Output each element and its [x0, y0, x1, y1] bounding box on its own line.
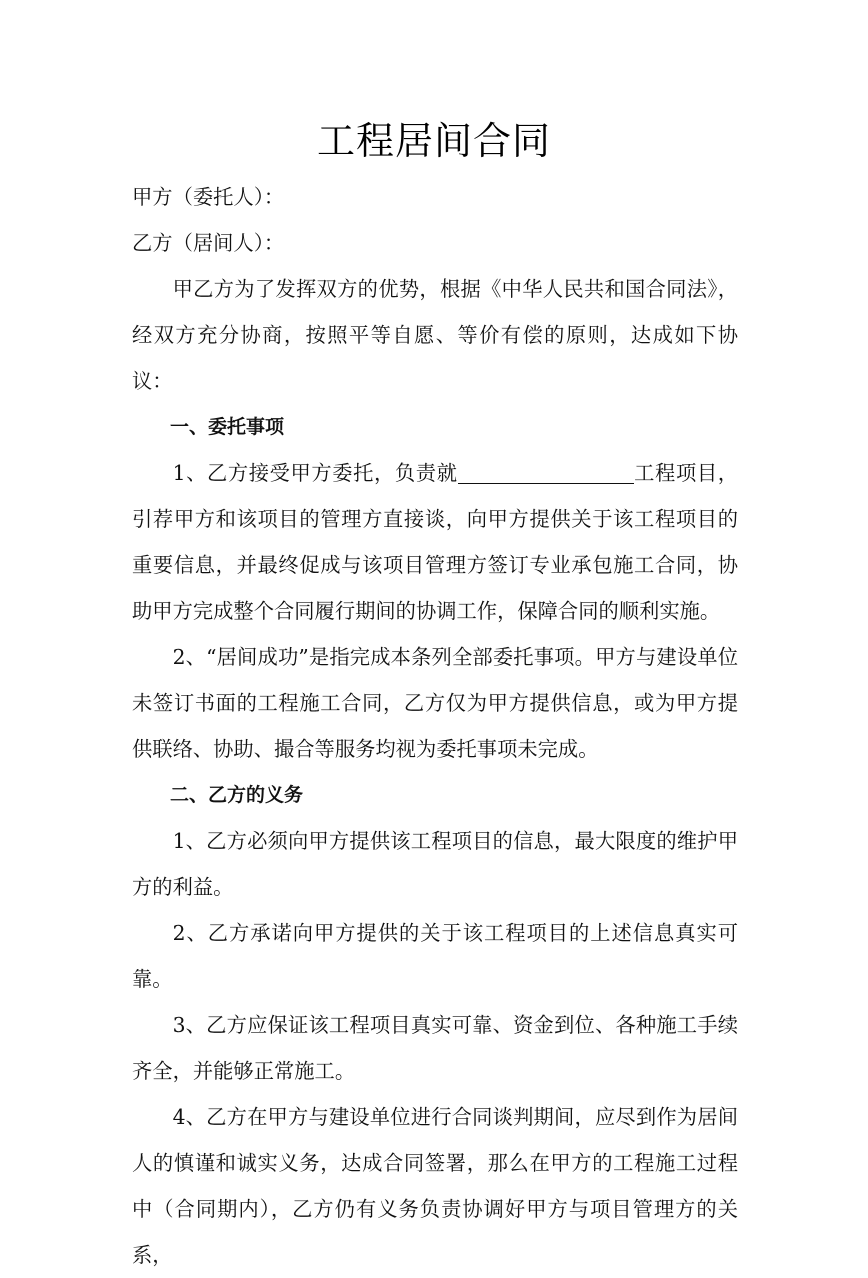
item-1-text-after: 工程项目，引荐甲方和该项目的管理方直接谈，向甲方提供关于该工程项目的重要信息，并最终促成与该项目管理方签订专业承包施工合同，协助甲方完成整个合同履行期间的协调工作，保障合同的顺利实施。	[132, 461, 738, 623]
preamble-paragraph: 甲乙方为了发挥双方的优势，根据《中华人民共和国合同法》，经双方充分协商，按照平等自愿、等价有偿的原则，达成如下协议：	[132, 277, 738, 393]
contract-body	[132, 174, 738, 1278]
section-2-item-4: 4、乙方在甲方与建设单位进行合同谈判期间，应尽到作为居间人的慎谨和诚实义务，达成合同签署，那么在甲方的工程施工过程中（合同期内），乙方仍有义务负责协调好甲方与项目管理方的关系，	[132, 1105, 738, 1267]
section-1-heading: 一、委托事项	[170, 416, 285, 438]
section-2-item-1: 1、乙方必须向甲方提供该工程项目的信息，最大限度的维护甲方的利益。	[132, 829, 738, 899]
party-b-line: 乙方（居间人）：	[132, 231, 285, 255]
section-1-item-2: 2、“居间成功”是指完成本条列全部委托事项。甲方与建设单位未签订书面的工程施工合同，乙方仅为甲方提供信息，或为甲方提供联络、协助、撮合等服务均视为委托事项未完成。	[132, 645, 738, 761]
item-1-text-before: 1、乙方接受甲方委托，负责就	[172, 461, 458, 485]
section-2-heading: 二、乙方的义务	[170, 784, 304, 806]
section-2-item-3: 3、乙方应保证该工程项目真实可靠、资金到位、各种施工手续齐全，并能够正常施工。	[132, 1013, 738, 1083]
project-name-blank	[458, 463, 634, 484]
contract-title: 工程居间合同	[316, 119, 551, 163]
party-a-line: 甲方（委托人）：	[132, 185, 285, 209]
section-2-item-2: 2、乙方承诺向甲方提供的关于该工程项目的上述信息真实可靠。	[132, 921, 738, 991]
section-1-item-1	[132, 450, 738, 634]
